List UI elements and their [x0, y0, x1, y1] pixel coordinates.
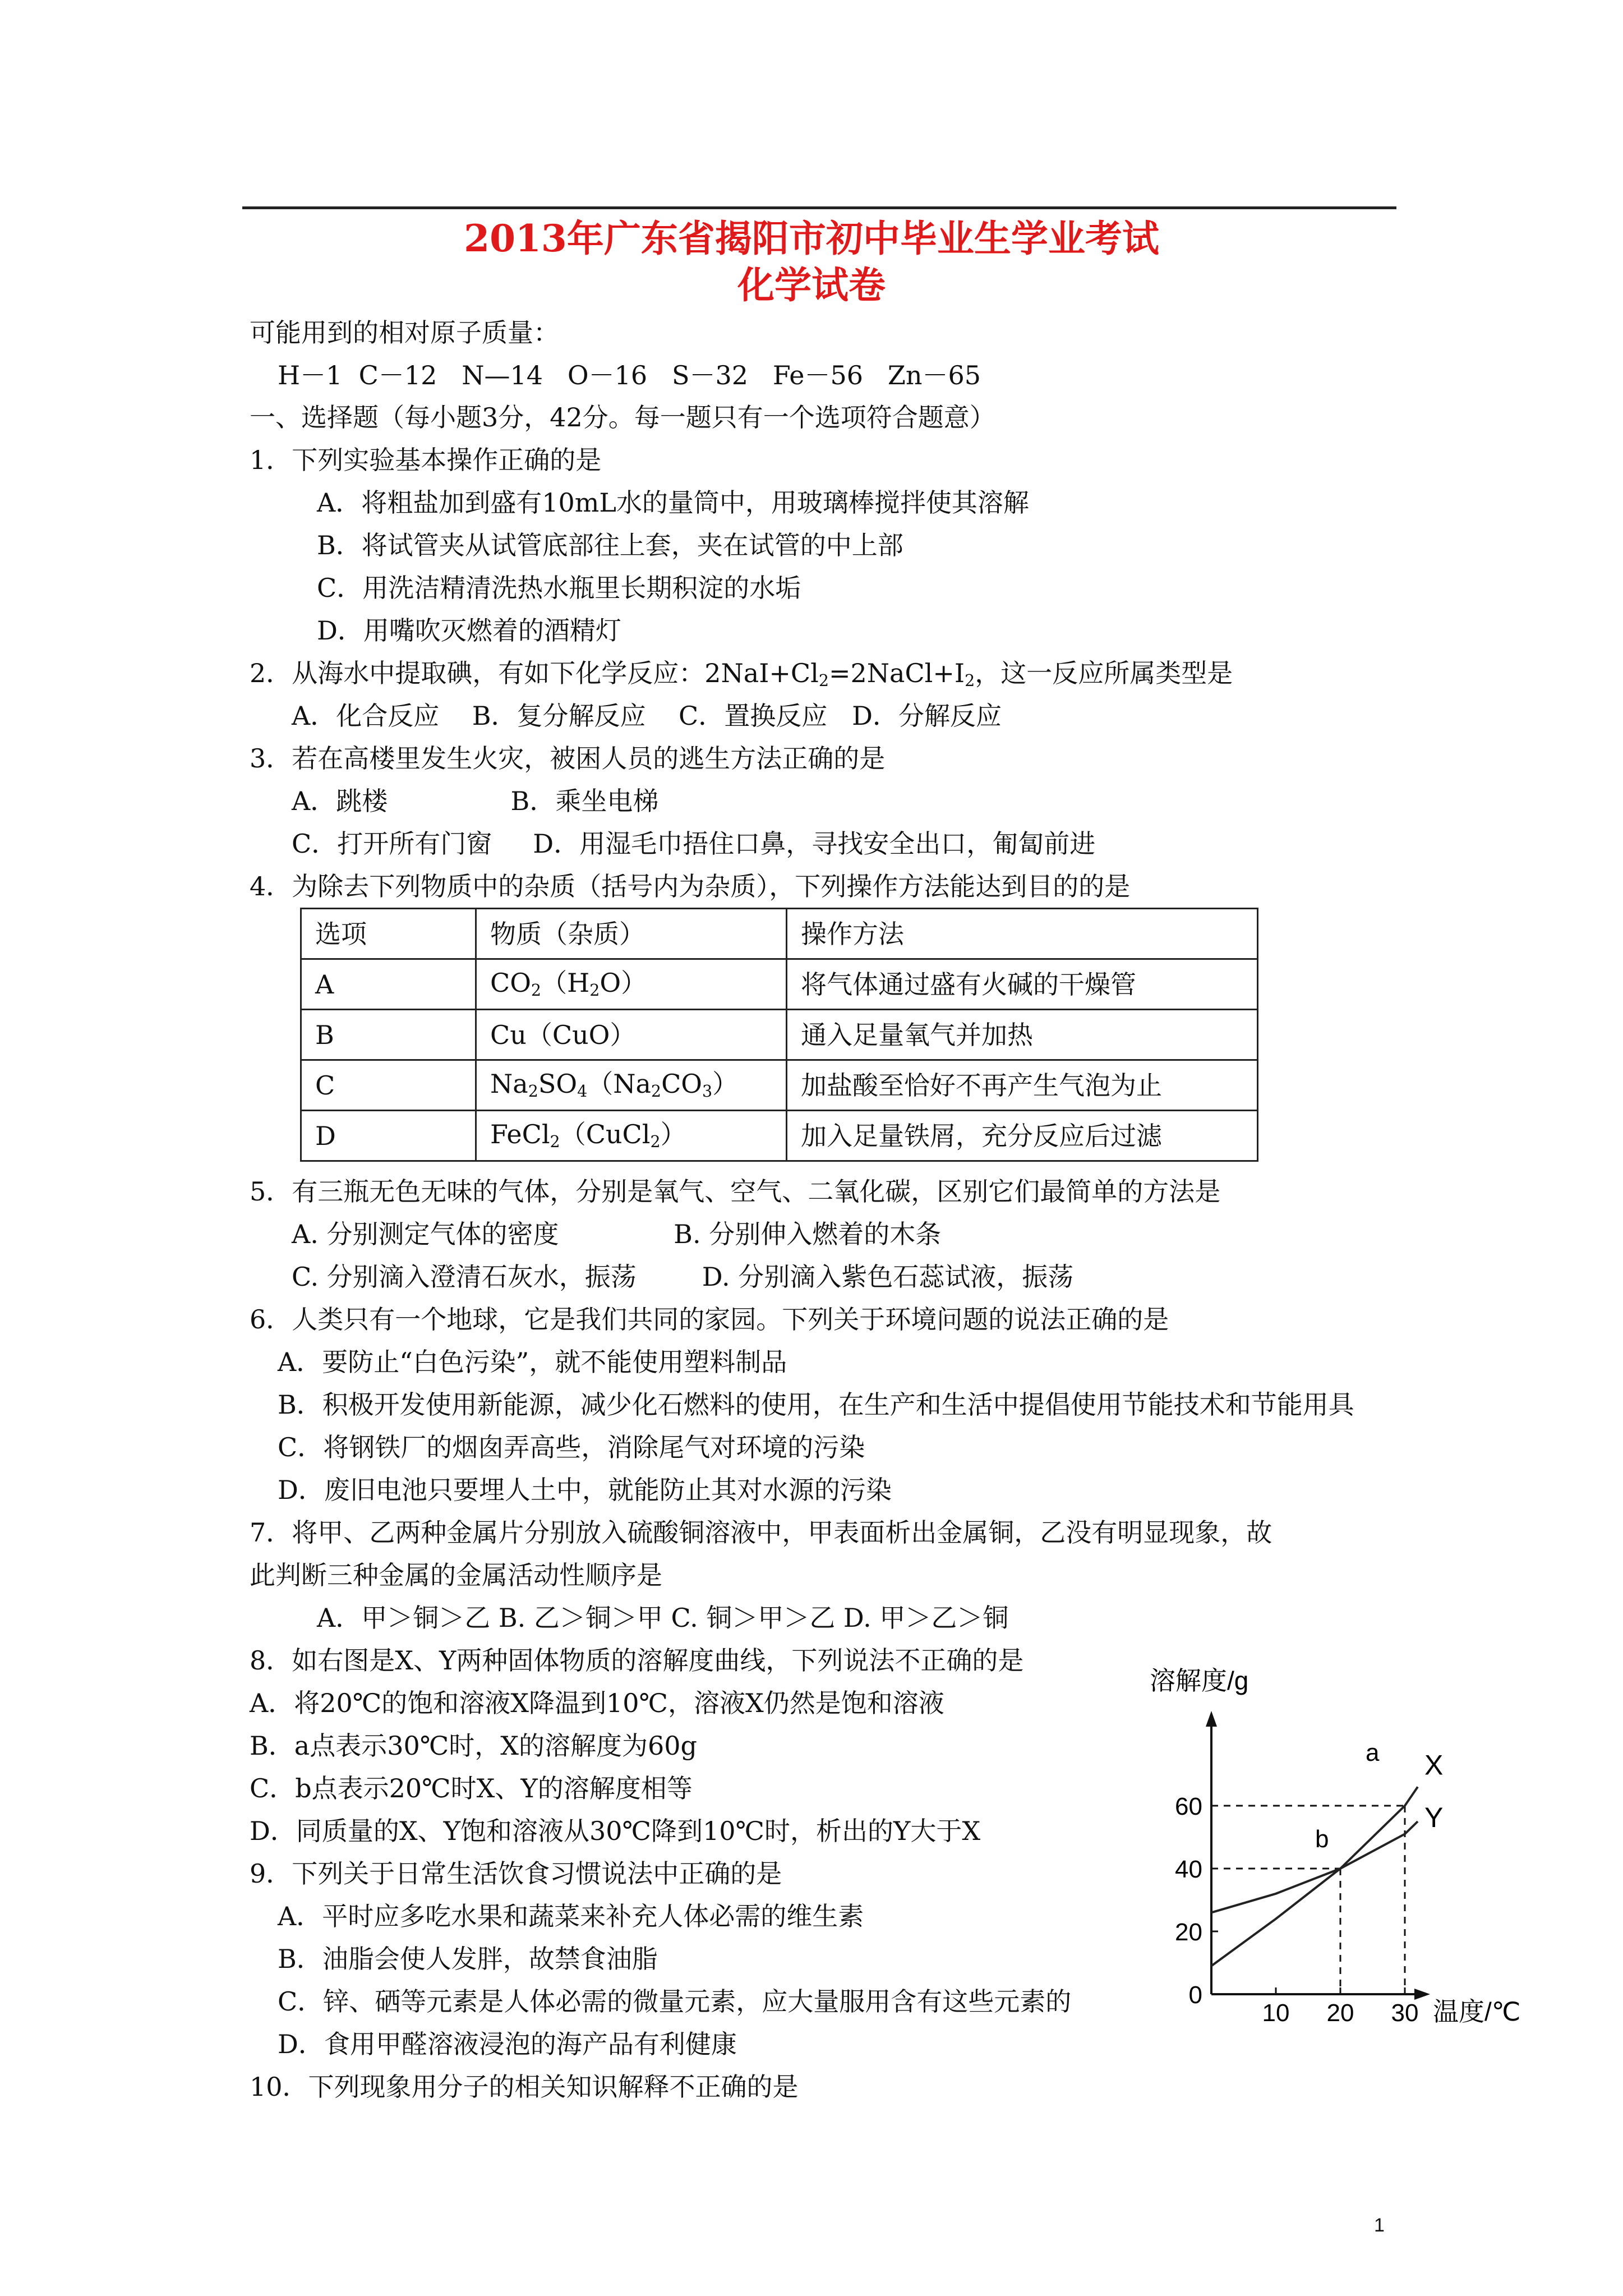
- series-label-x: X: [1424, 1749, 1444, 1781]
- point-label-b: b: [1315, 1825, 1329, 1853]
- options-table: [300, 908, 1258, 1162]
- question-stem: 6．人类只有一个地球，它是我们共同的家园。下列关于环境问题的说法正确的是: [250, 1304, 1169, 1335]
- option-text: A．平时应多吃水果和蔬菜来补充人体必需的维生素: [278, 1901, 864, 1931]
- option-text: D．同质量的X、Y饱和溶液从30℃降到10℃时，析出的Y大于X: [250, 1816, 981, 1846]
- option-text: A．跳楼 B．乘坐电梯: [292, 786, 659, 816]
- table-header-row: [301, 909, 1258, 959]
- section-heading: 一、选择题（每小题3分，42分。每一题只有一个选项符合题意）: [250, 402, 995, 432]
- question-stem: 9．下列关于日常生活饮食习惯说法中正确的是: [250, 1858, 782, 1889]
- option-text: A．化合反应 B．复分解反应 C．置换反应 D．分解反应: [292, 701, 1002, 731]
- table-cell: D: [301, 1111, 476, 1161]
- table-cell: C: [301, 1060, 476, 1111]
- option-text: D．废旧电池只要埋人土中，就能防止其对水源的污染: [278, 1475, 892, 1505]
- question-stem: 1．下列实验基本操作正确的是: [250, 445, 602, 475]
- option-text: C．锌、硒等元素是人体必需的微量元素，应大量服用含有这些元素的: [278, 1986, 1072, 2017]
- series-line-y: [1211, 1821, 1418, 1912]
- table-cell: FeCl$_2$（CuCl$_2$）: [476, 1111, 787, 1161]
- x-tick-label: 20: [1326, 1999, 1354, 2027]
- option-text: A．甲＞铜＞乙 B. 乙＞铜＞甲 C. 铜＞甲＞乙 D. 甲＞乙＞铜: [317, 1603, 1009, 1633]
- table-cell: 将气体通过盛有火碱的干燥管: [787, 959, 1258, 1010]
- y-tick-label: 60: [1175, 1793, 1202, 1820]
- y-tick-label: 0: [1188, 1981, 1202, 2009]
- table-cell: $CO_2(H_2O)$: [476, 959, 787, 1010]
- table-header-cell: 物质（杂质）: [476, 909, 787, 959]
- question-stem: 2．从海水中提取碘，有如下化学反应：$2NaI+Cl_2=2NaCl+I_2$，这一反应所属类型是: [250, 658, 1233, 691]
- x-axis-arrow: [1414, 1989, 1430, 2000]
- table-cell: $Na_2SO_4(Na_2CO_3)$: [476, 1060, 787, 1111]
- question-stem: 8．如右图是X、Y两种固体物质的溶解度曲线，下列说法不正确的是: [250, 1645, 1024, 1676]
- option-text: A．要防止“白色污染”，就不能使用塑料制品: [278, 1347, 787, 1377]
- option-text: B．将试管夹从试管底部往上套，夹在试管的中上部: [317, 530, 903, 560]
- series-line-x: [1211, 1787, 1418, 1966]
- y-axis-label: 溶解度/g: [1150, 1666, 1249, 1695]
- option-text: B．积极开发使用新能源，减少化石燃料的使用，在生产和生活中提倡使用节能技术和节能用具: [278, 1389, 1354, 1420]
- option-text: A．将20℃的饱和溶液X降温到10℃，溶液X仍然是饱和溶液: [250, 1688, 944, 1718]
- table-cell: 通入足量氧气并加热: [787, 1010, 1258, 1060]
- table-cell: Cu（CuO）: [476, 1010, 787, 1060]
- y-tick-label: 20: [1175, 1918, 1202, 1946]
- question-stem: 4．为除去下列物质中的杂质（括号内为杂质），下列操作方法能达到目的的是: [250, 871, 1131, 901]
- option-text: C．打开所有门窗 D．用湿毛巾捂住口鼻，寻找安全出口，匍匐前进: [292, 829, 1096, 859]
- table-cell: 加盐酸至恰好不再产生气泡为止: [787, 1060, 1258, 1111]
- table-row: [301, 1060, 1258, 1111]
- solubility-chart: [1150, 1660, 1542, 2031]
- option-text: A．将粗盐加到盛有10mL水的量筒中，用玻璃棒搅拌使其溶解: [317, 487, 1029, 518]
- question-stem: 10．下列现象用分子的相关知识解释不正确的是: [250, 2072, 799, 2102]
- table-row: [301, 1010, 1258, 1060]
- header-rule: [242, 206, 1396, 209]
- question-stem: 此判断三种金属的金属活动性顺序是: [250, 1560, 662, 1590]
- series-label-y: Y: [1424, 1802, 1444, 1833]
- table-row: [301, 959, 1258, 1010]
- option-text: D．食用甲醛溶液浸泡的海产品有利健康: [278, 2029, 737, 2059]
- option-text: D．用嘴吹灭燃着的酒精灯: [317, 615, 621, 646]
- table-row: [301, 1111, 1258, 1161]
- atomic-mass-list: H－1 C－12 N—14 O－16 S－32 Fe－56 Zn－65: [278, 360, 981, 390]
- option-text: C．b点表示20℃时X、Y的溶解度相等: [250, 1773, 693, 1803]
- atomic-mass-heading: 可能用到的相对原子质量：: [250, 318, 559, 348]
- option-text: C．用洗洁精清洗热水瓶里长期积淀的水垢: [317, 573, 801, 603]
- table-header-cell: 操作方法: [787, 909, 1258, 959]
- question-stem: 7．将甲、乙两种金属片分别放入硫酸铜溶液中，甲表面析出金属铜，乙没有明显现象，故: [250, 1517, 1272, 1548]
- exam-title: 2013年广东省揭阳市初中毕业生学业考试: [464, 217, 1159, 260]
- table-cell: A: [301, 959, 476, 1010]
- option-text: A. 分别测定气体的密度 B. 分别伸入燃着的木条: [292, 1219, 942, 1249]
- question-stem: 5．有三瓶无色无味的气体，分别是氧气、空气、二氧化碳，区别它们最简单的方法是: [250, 1176, 1221, 1207]
- exam-subtitle: 化学试卷: [737, 263, 886, 307]
- option-text: C．将钢铁厂的烟囱弄高些，消除尾气对环境的污染: [278, 1432, 865, 1462]
- table-header-cell: 选项: [301, 909, 476, 959]
- x-tick-label: 30: [1391, 1999, 1419, 2027]
- x-tick-label: 10: [1262, 1999, 1290, 2027]
- table-cell: B: [301, 1010, 476, 1060]
- option-text: B．油脂会使人发胖，故禁食油脂: [278, 1944, 658, 1974]
- option-text: C. 分别滴入澄清石灰水，振荡 D. 分别滴入紫色石蕊试液，振荡: [292, 1262, 1074, 1292]
- x-axis-label: 温度/℃: [1433, 1997, 1521, 2026]
- point-label-a: a: [1366, 1739, 1380, 1766]
- question-stem: 3．若在高楼里发生火灾，被困人员的逃生方法正确的是: [250, 743, 886, 774]
- y-tick-label: 40: [1175, 1856, 1202, 1883]
- option-text: B．a点表示30℃时，X的溶解度为60g: [250, 1731, 697, 1761]
- page-number: 1: [1374, 2215, 1385, 2236]
- y-axis-arrow: [1206, 1711, 1217, 1727]
- table-cell: 加入足量铁屑，充分反应后过滤: [787, 1111, 1258, 1161]
